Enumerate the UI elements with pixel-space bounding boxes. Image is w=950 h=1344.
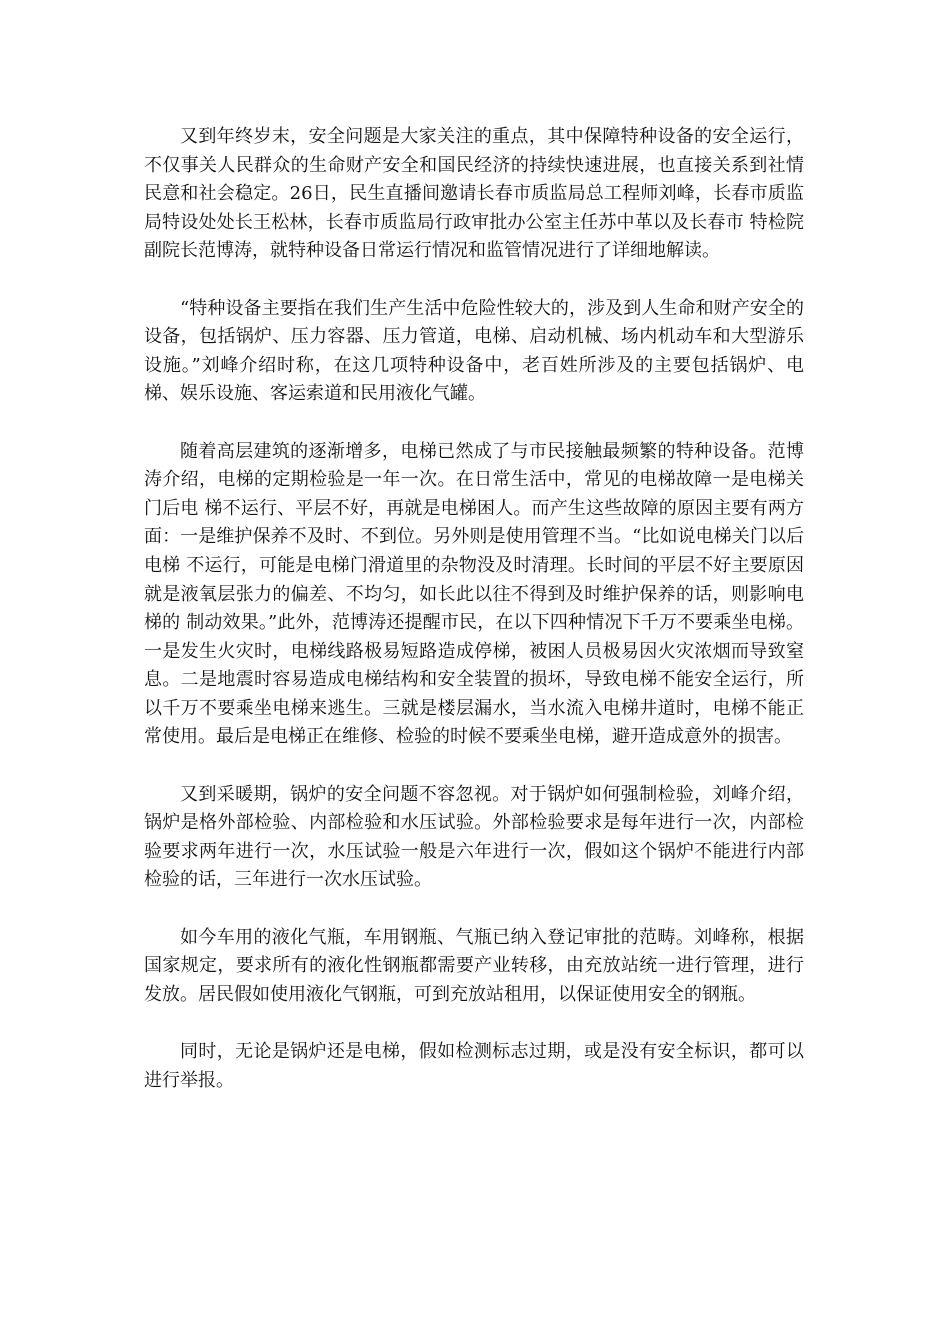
article-body	[144, 123, 804, 1124]
paragraph-6: 同时，无论是锅炉还是电梯，假如检测标志过期，或是没有安全标识，都可以进行举报。	[144, 1041, 804, 1091]
paragraph-4: 又到采暖期，锅炉的安全问题不容忽视。对于锅炉如何强制检验，刘峰介绍，锅炉是格外部检验、内部检验和水压试验。外部检验要求是每年进行一次，内部检验要求两年进行一次，水压试验一般是六年进行一次，假如这个锅炉不能进行内部检验的话，三年进行一次水压试验。	[144, 783, 804, 891]
paragraph-1: 又到年终岁末，安全问题是大家关注的重点，其中保障特种设备的安全运行，不仅事关人民群众的生命财产安全和国民经济的持续快速进展，也直接关系到社情民意和社会稳定。26日，民生直播间邀请长春市质监局总工程师刘峰，长春市质监局特设处处长王松林，长春市质监局行政审批办公室主任苏中革以及长春市 特检院副院长范博涛，就特种设备日常运行情况和监管情况进行了详细地解读。	[144, 126, 804, 262]
paragraph-5: 如今车用的液化气瓶，车用钢瓶、气瓶已纳入登记审批的范畴。刘峰称，根据国家规定，要求所有的液化性钢瓶都需要产业转移，由充放站统一进行管理，进行发放。居民假如使用液化气钢瓶，可到充放站租用，以保证使用安全的钢瓶。	[144, 926, 804, 1005]
paragraph-3: 随着高层建筑的逐渐增多，电梯已然成了与市民接触最频繁的特种设备。范博涛介绍，电梯的定期检验是一年一次。在日常生活中，常见的电梯故障一是电梯关门后电 梯不运行、平层不好，再就是电梯困人。而产生这些故障的原因主要有两方面：一是维护保养不及时、不到位。另外则是使用管理不当。“比如说电梯关门以后电梯 不运行，可能是电梯门滑道里的杂物没及时清理。长时间的平层不好主要原因就是液氧层张力的偏差、不均匀，如长此以往不得到及时维护保养的话，则影响电梯的 制动效果。”此外，范博涛还提醒市民，在以下四种情况下千万不要乘坐电梯。一是发生火灾时，电梯线路极易短路造成停梯，被困人员极易因火灾浓烟而导致窒 息。二是地震时容易造成电梯结构和安全装置的损坏，导致电梯不能安全运行，所以千万不要乘坐电梯来逃生。三就是楼层漏水，当水流入电梯井道时，电梯不能正 常使用。最后是电梯正在维修、检验的时候不要乘坐电梯，避开造成意外的损害。	[144, 440, 804, 748]
paragraph-2: “特种设备主要指在我们生产生活中危险性较大的，涉及到人生命和财产安全的设备，包括锅炉、压力容器、压力管道，电梯、启动机械、场内机动车和大型游乐设施。”刘峰介绍时称，在这几项特种设备中，老百姓所涉及的主要包括锅炉、电梯、娱乐设施、客运索道和民用液化气罐。	[144, 297, 804, 405]
